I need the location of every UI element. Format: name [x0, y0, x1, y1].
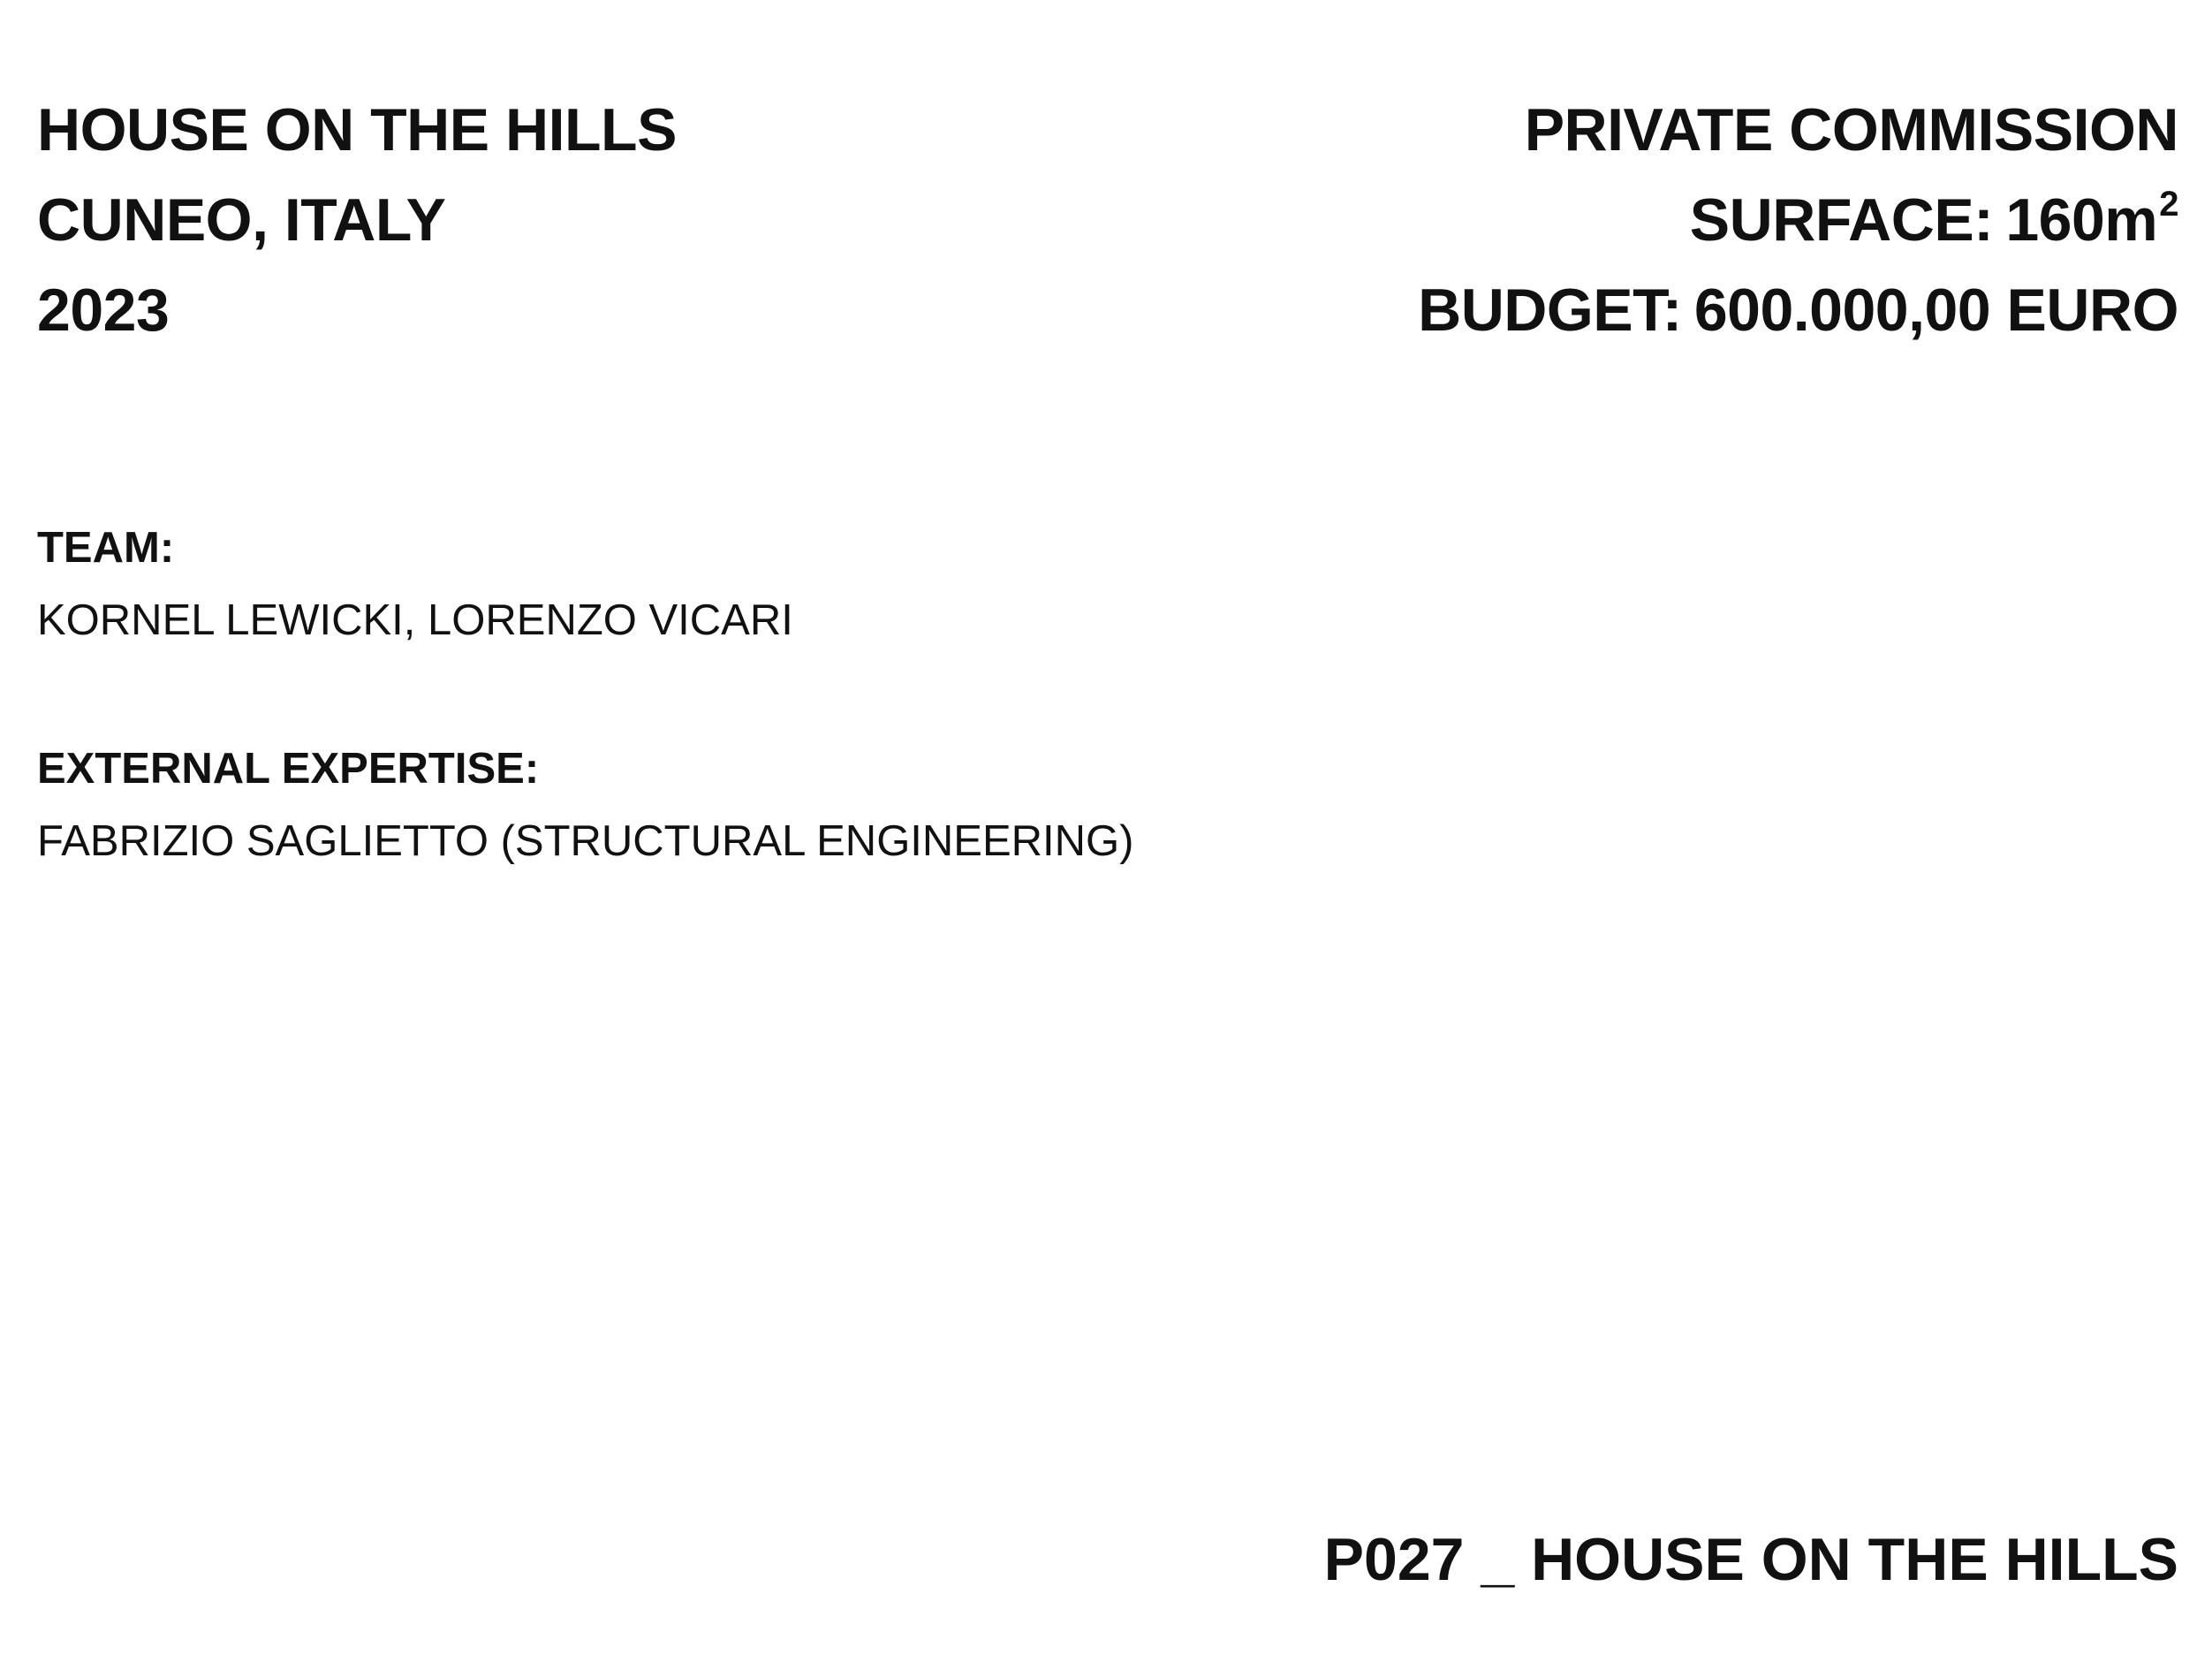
commission-type: PRIVATE COMMISSION	[1524, 96, 2178, 163]
budget-value: 600.000,00 EURO	[1693, 277, 2178, 344]
surface-value: 160m	[2005, 186, 2158, 254]
budget-line	[1418, 265, 2178, 355]
external-expertise-section	[37, 742, 1134, 868]
external-expertise-members: FABRIZIO SAGLIETTO (STRUCTURAL ENGINEERING)	[37, 817, 1134, 865]
team-section	[37, 521, 793, 647]
project-location: CUNEO, ITALY	[37, 186, 446, 254]
project-info	[37, 85, 677, 355]
surface-label: SURFACE:	[1689, 186, 1994, 254]
surface-unit-superscript: 2	[2159, 185, 2178, 224]
commission-info	[1418, 85, 2178, 355]
external-expertise-label: EXTERNAL EXPERTISE:	[37, 745, 540, 793]
team-members: KORNEL LEWICKI, LORENZO VICARI	[37, 596, 793, 644]
footer-title: P027 _ HOUSE ON THE HILLS	[1323, 1526, 2178, 1593]
team-label: TEAM:	[37, 524, 175, 572]
surface-line	[1418, 175, 2178, 265]
project-year: 2023	[37, 277, 170, 344]
budget-label: BUDGET:	[1418, 277, 1682, 344]
project-name: HOUSE ON THE HILLS	[37, 96, 677, 163]
